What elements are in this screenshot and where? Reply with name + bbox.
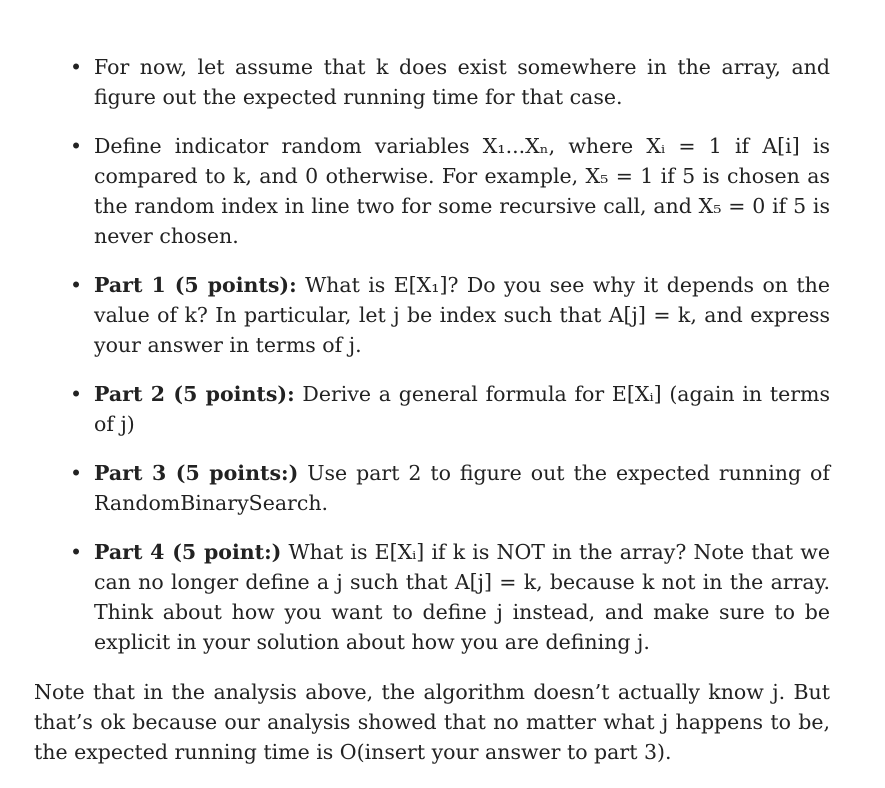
bullet-part-3 — [70, 458, 830, 518]
bullet-part-4 — [70, 537, 830, 657]
part-4-label: Part 4 (5 point:) — [94, 540, 282, 564]
bullet-part-1 — [70, 270, 830, 360]
bullet-text: What is E[X₁]? Do you see why it depends on the value of k? In particular, let j be index such that A[j] = k, and express your answer in terms of j. — [94, 273, 830, 357]
part-2-label: Part 2 (5 points): — [94, 382, 295, 406]
bullet-text: For now, let assume that k does exist somewhere in the array, and figure out the expected running time for that case. — [94, 55, 830, 109]
bullet-text: Use part 2 to figure out the expected running of RandomBinarySearch. — [94, 461, 830, 515]
bullet-text: Derive a general formula for E[Xᵢ] (again in terms of j) — [94, 382, 830, 436]
bullet-text: Define indicator random variables X₁...Xₙ, where Xᵢ = 1 if A[i] is compared to k, and 0 otherwise. For example, X₅ = 1 if 5 is chosen as the random index in line two for some recursive call, and X₅ = 0 if 5 is never chosen. — [94, 134, 830, 248]
part-3-label: Part 3 (5 points:) — [94, 461, 299, 485]
bullet-define-indicators — [70, 131, 830, 251]
bullet-text: What is E[Xᵢ] if k is NOT in the array? Note that we can no longer define a j such that A[j] = k, because k not in the array. Think about how you want to define j instead, and make sure to be explicit in your solution about how you are defining j. — [94, 540, 830, 654]
bullet-part-2 — [70, 379, 830, 439]
closing-note: Note that in the analysis above, the algorithm doesn’t actually know j. But that’s ok because our analysis showed that no matter what j happens to be, the expected running time is O(insert your answer to part 3). — [34, 680, 830, 764]
part-1-label: Part 1 (5 points): — [94, 273, 297, 297]
bullet-intro — [70, 52, 830, 112]
bullet-list — [70, 52, 830, 676]
